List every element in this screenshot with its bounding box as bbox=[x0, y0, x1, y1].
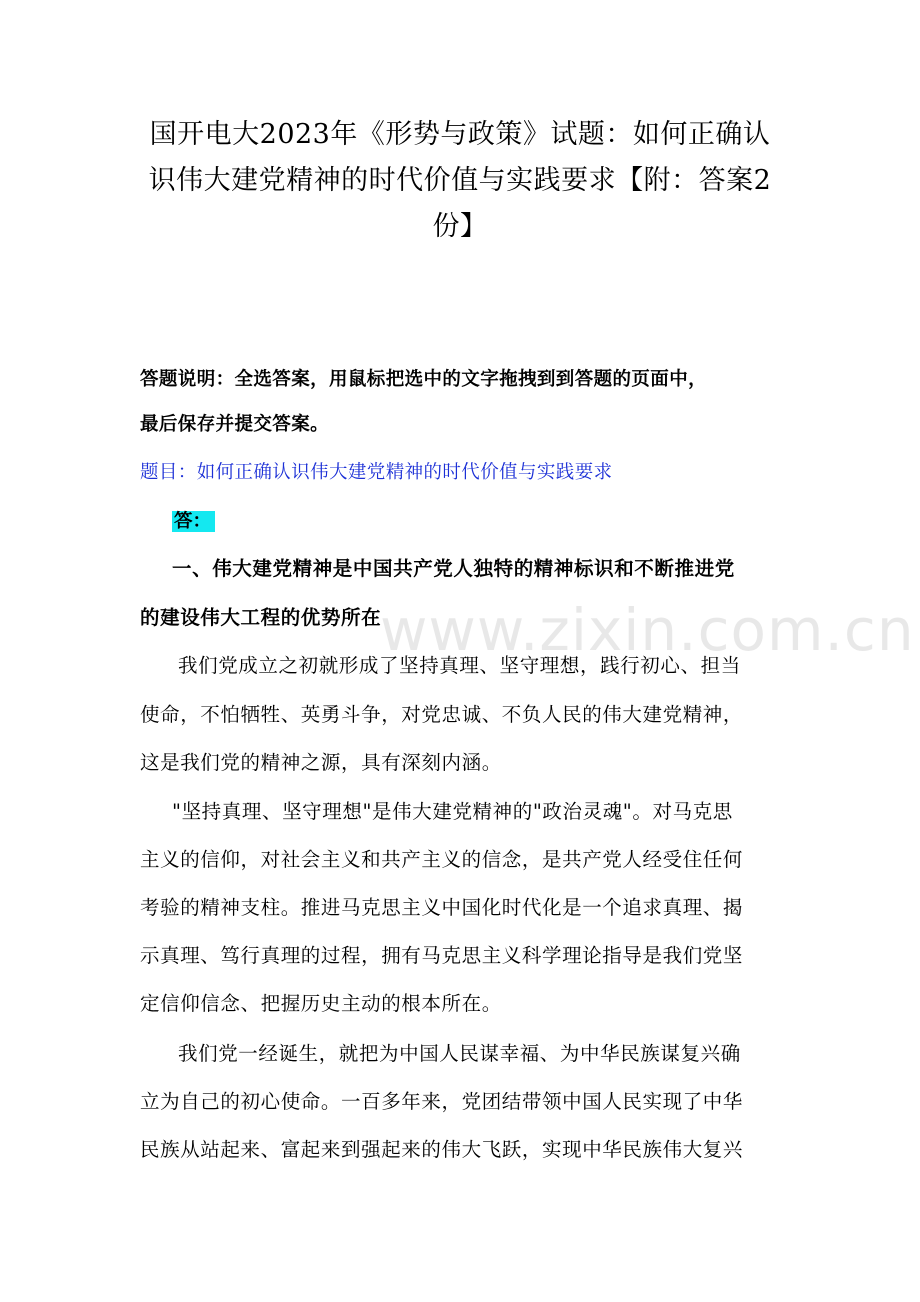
section1-heading-line-1: 一、伟大建党精神是中国共产党人独特的精神标识和不断推进党 bbox=[172, 557, 735, 580]
paragraph3-line-3: 民族从站起来、富起来到强起来的伟大飞跃，实现中华民族伟大复兴 bbox=[140, 1138, 744, 1161]
paragraph2-line-3: 考验的精神支柱。推进马克思主义中国化时代化是一个追求真理、揭 bbox=[140, 896, 744, 919]
paragraph1-line-2: 使命，不怕牺牲、英勇斗争，对党忠诚、不负人民的伟大建党精神， bbox=[140, 703, 744, 726]
paragraph3-line-2: 立为自己的初心使命。一百多年来，党团结带领中国人民实现了中华 bbox=[140, 1090, 744, 1113]
paragraph2-line-1: "坚持真理、坚守理想"是伟大建党精神的"政治灵魂"。对马克思 bbox=[172, 800, 733, 823]
paragraph1-line-3: 这是我们党的精神之源，具有深刻内涵。 bbox=[140, 751, 502, 774]
paragraph3-line-1: 我们党一经诞生，就把为中国人民谋幸福、为中华民族谋复兴确 bbox=[178, 1042, 741, 1065]
title-line-1: 国开电大2023年《形势与政策》试题：如何正确认 bbox=[149, 119, 771, 150]
answer-label-row bbox=[172, 507, 215, 537]
paragraph1-line-1: 我们党成立之初就形成了坚持真理、坚守理想，践行初心、担当 bbox=[178, 654, 741, 677]
answer-label: 答： bbox=[172, 511, 215, 532]
paragraph2-line-2: 主义的信仰，对社会主义和共产主义的信念，是共产党人经受住任何 bbox=[140, 848, 744, 871]
instructions-line-1: 答题说明：全选答案，用鼠标把选中的文字拖拽到到答题的页面中， bbox=[140, 369, 708, 390]
paragraph2-line-5: 定信仰信念、把握历史主动的根本所在。 bbox=[140, 992, 502, 1015]
title-line-2: 识伟大建党精神的时代价值与实践要求【附：答案2 bbox=[148, 165, 772, 196]
document-title bbox=[120, 112, 800, 250]
question-text: 题目：如何正确认识伟大建党精神的时代价值与实践要求 bbox=[140, 462, 613, 483]
section1-heading-line-2: 的建设伟大工程的优势所在 bbox=[140, 606, 382, 629]
title-line-3: 份】 bbox=[432, 211, 488, 242]
instructions-line-2: 最后保存并提交答案。 bbox=[140, 414, 330, 435]
paragraph2-line-4: 示真理、笃行真理的过程，拥有马克思主义科学理论指导是我们党坚 bbox=[140, 944, 744, 967]
watermark: www.zixin.com.cn bbox=[380, 596, 915, 664]
